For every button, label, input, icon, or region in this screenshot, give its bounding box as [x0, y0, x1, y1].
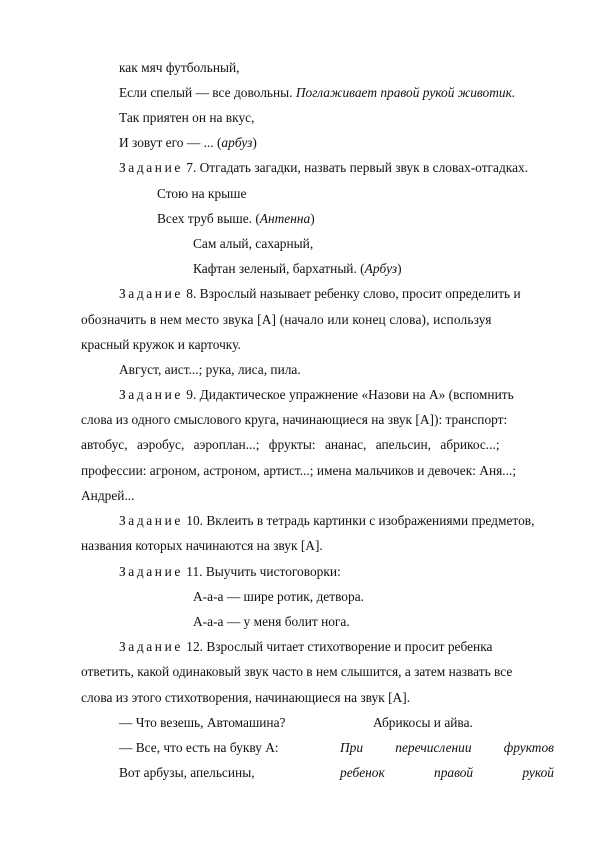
poem-line-4: И зовут его — ... (арбуз) — [119, 135, 257, 150]
stage-direction: Поглаживает правой рукой животик. — [295, 85, 516, 100]
task-label: Задание — [119, 160, 183, 175]
tongue-twister-2: А-а-а — у меня болит нога. — [193, 614, 350, 629]
task-label: Задание — [119, 286, 183, 301]
riddle-1-line-2: Всех труб выше. (Антенна) — [157, 211, 315, 226]
poem-a-line-3: Вот арбузы, апельсины, — [119, 765, 255, 780]
task-12-line-1: Задание 12. Взрослый читает стихотворение и просит ребенка — [119, 639, 493, 654]
poem-a-line-1: — Что везешь, Автомашина? — [119, 715, 286, 730]
task-12-line-3: слова из этого стихотворения, начинающиеся на звук [А]. — [81, 690, 411, 705]
task-label: Задание — [119, 513, 183, 528]
task-7: Задание 7. Отгадать загадки, назвать первый звук в словах-отгадках. — [119, 160, 529, 175]
poem-a-line-2: — Все, что есть на букву А: — [119, 740, 279, 755]
task-10-line-1: Задание 10. Вклеить в тетрадь картинки с изображениями предметов, — [119, 513, 535, 528]
task-9-line-3: автобус, аэробус, аэроплан...; фрукты: ананас, апельсин, абрикос...; — [81, 437, 500, 452]
poem-line-1: как мяч футбольный, — [119, 60, 240, 75]
poem-b-line-1: Абрикосы и айва. — [373, 715, 473, 730]
task-12-line-2: ответить, какой одинаковый звук часто в нем слышится, а затем назвать все — [81, 664, 513, 679]
riddle-1-line-1: Стою на крыше — [157, 186, 247, 201]
task-8-example: Август, аист...; рука, лиса, пила. — [119, 362, 301, 377]
task-9-line-4: профессии: агроном, астроном, артист...; имена мальчиков и девочек: Аня...; — [81, 463, 517, 478]
riddle-2-line-1: Сам алый, сахарный, — [193, 236, 314, 251]
task-10-line-2: названия которых начинаются на звук [А]. — [81, 538, 323, 553]
riddle-2-line-2: Кафтан зеленый, бархатный. (Арбуз) — [193, 261, 402, 276]
task-label: Задание — [119, 564, 183, 579]
poem-line-3: Так приятен он на вкус, — [119, 110, 255, 125]
tongue-twister-1: А-а-а — шире ротик, детвора. — [193, 589, 364, 604]
task-11: Задание 11. Выучить чистоговорки: — [119, 564, 341, 579]
poem-line-2: Если спелый — все довольны. Поглаживает правой рукой животик. — [119, 85, 516, 100]
task-label: Задание — [119, 387, 183, 402]
task-8-line-3: красный кружок и карточку. — [81, 337, 241, 352]
task-8-line-2: обозначить в нем место звука [А] (начало или конец слова), используя — [81, 312, 492, 327]
task-9-line-2: слова из одного смыслового круга, начинающиеся на звук [А]): транспорт: — [81, 412, 508, 427]
stage-note-line-1: При перечислении фруктов — [340, 740, 554, 755]
task-9-line-1: Задание 9. Дидактическое упражнение «Назови на А» (вспомнить — [119, 387, 514, 402]
task-8-line-1: Задание 8. Взрослый называет ребенку слово, просит определить и — [119, 286, 521, 301]
stage-note-line-2: ребенок правой рукой — [340, 765, 554, 780]
task-label: Задание — [119, 639, 183, 654]
task-9-line-5: Андрей... — [81, 488, 135, 503]
